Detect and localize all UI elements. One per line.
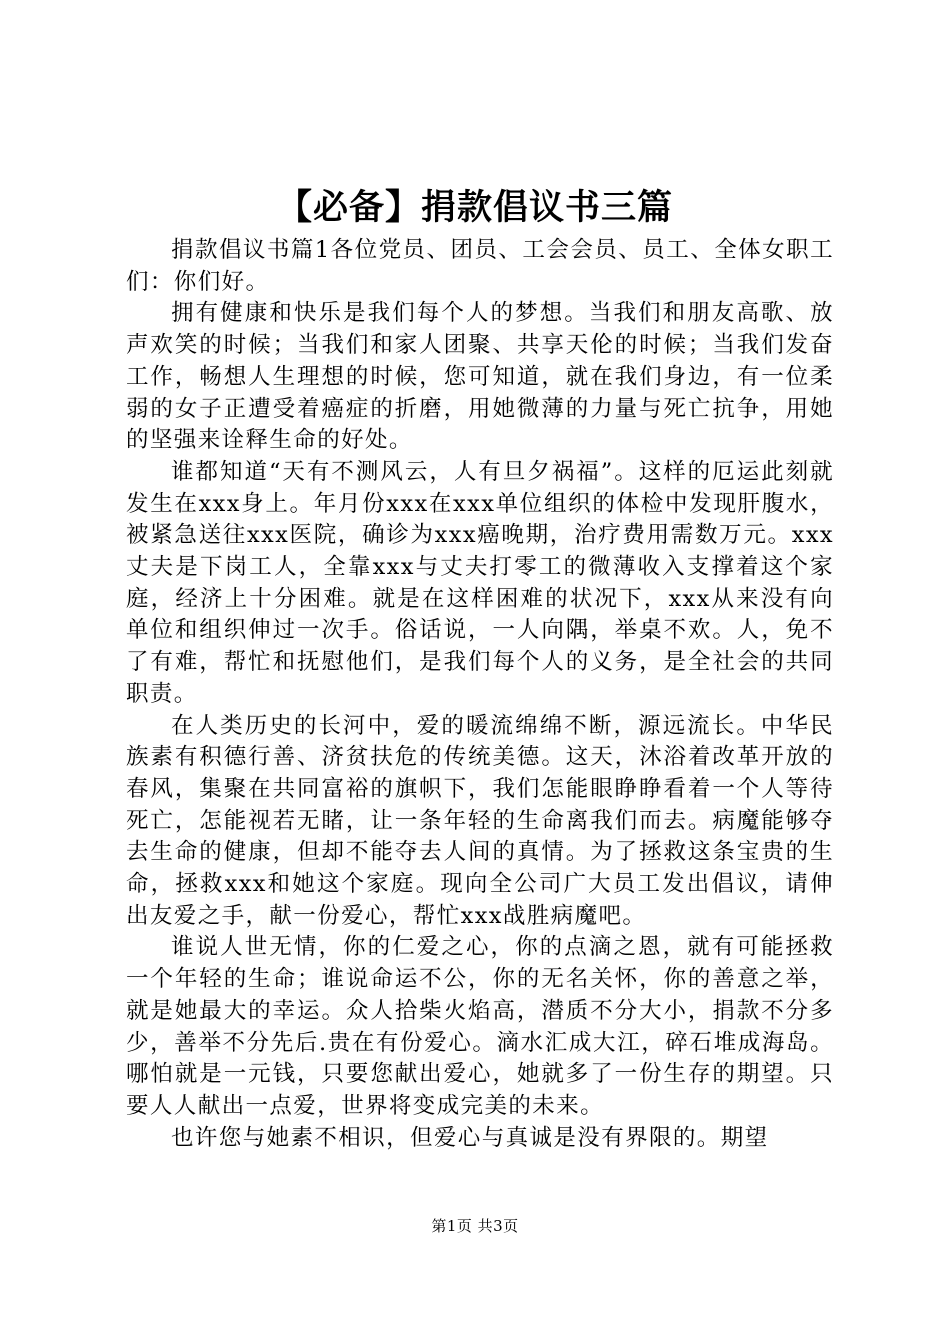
document-title: 【必备】捐款倡议书三篇 — [276, 187, 673, 228]
document-body — [126, 235, 834, 1154]
paragraph-3: 谁都知道“天有不测风云，人有旦夕祸福”。这样的厄运此刻就发生在xxx身上。年月份xxx在xxx单位组织的体检中发现肝腹水，被紧急送往xxx医院，确诊为xxx癌晚期，治疗费用需数万元。xxx丈夫是下岗工人，全靠xxx与丈夫打零工的微薄收入支撑着这个家庭，经济上十分困难。就是在这样困难的状况下，xxx从来没有向单位和组织伸过一次手。俗话说，一人向隅，举桌不欢。人，免不了有难，帮忙和抚慰他们，是我们每个人的义务，是全社会的共同职责。 — [126, 458, 834, 707]
paragraph-1: 捐款倡议书篇1各位党员、团员、工会会员、员工、全体女职工们：你们好。 — [126, 237, 834, 295]
page-number-footer: 第1页 共3页 — [431, 1217, 519, 1235]
paragraph-6: 也许您与她素不相识，但爱心与真诚是没有界限的。期望 — [171, 1124, 769, 1151]
paragraph-4: 在人类历史的长河中，爱的暖流绵绵不断，源远流长。中华民族素有积德行善、济贫扶危的传统美德。这天，沐浴着改革开放的春风，集聚在共同富裕的旗帜下，我们怎能眼睁睁看着一个人等待死亡，怎能视若无睹，让一条年轻的生命离我们而去。病魔能够夺去生命的健康，但却不能夺去人间的真情。为了拯救这条宝贵的生命，拯救xxx和她这个家庭。现向全公司广大员工发出倡议，请伸出友爱之手，献一份爱心，帮忙xxx战胜病魔吧。 — [126, 712, 834, 929]
paragraph-2: 拥有健康和快乐是我们每个人的梦想。当我们和朋友高歌、放声欢笑的时候；当我们和家人团聚、共享天伦的时候；当我们发奋工作，畅想人生理想的时候，您可知道，就在我们身边，有一位柔弱的女子正遭受着癌症的折磨，用她微薄的力量与死亡抗争，用她的坚强来诠释生命的好处。 — [126, 300, 834, 454]
paragraph-5: 谁说人世无情，你的仁爱之心，你的点滴之恩，就有可能拯救一个年轻的生命；谁说命运不公，你的无名关怀，你的善意之举，就是她最大的幸运。众人拾柴火焰高，潜质不分大小，捐款不分多少，善举不分先后.贵在有份爱心。滴水汇成大江，碎石堆成海岛。哪怕就是一元钱，只要您献出爱心，她就多了一份生存的期望。只要人人献出一点爱，世界将变成完美的未来。 — [126, 934, 834, 1119]
